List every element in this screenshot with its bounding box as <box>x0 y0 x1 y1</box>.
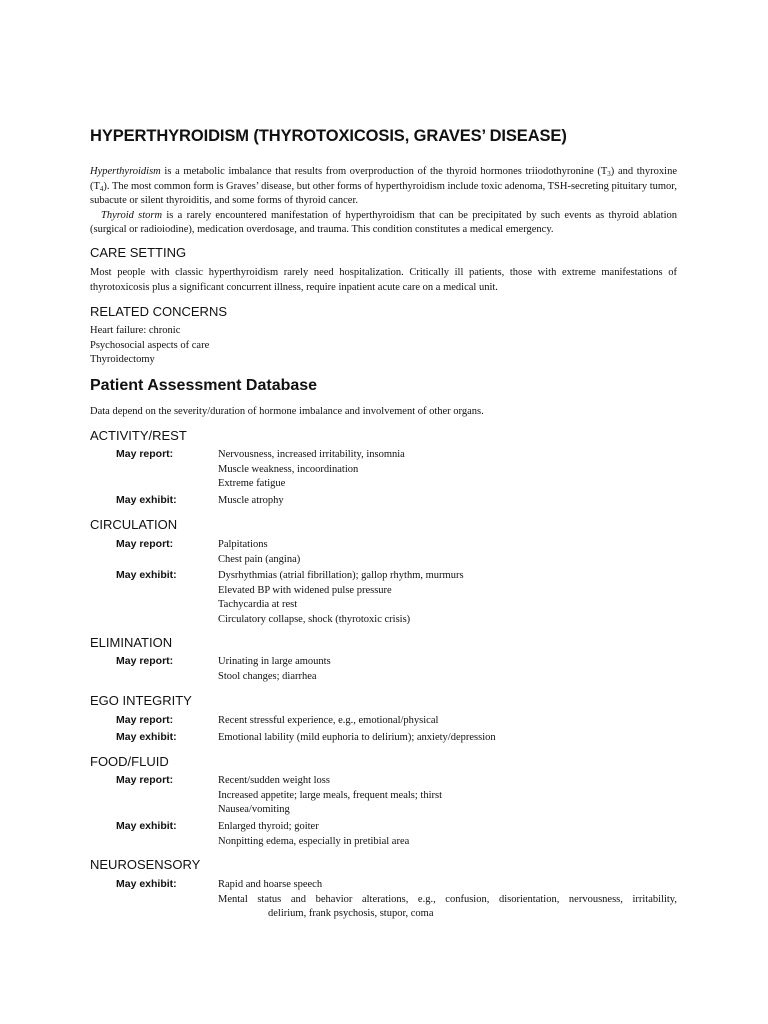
list-item: Nervousness, increased irritability, insomnia <box>218 449 405 460</box>
circulation-report-list <box>218 538 677 567</box>
list-item: Stool changes; diarrhea <box>218 670 317 682</box>
circulation-exhibit-list <box>218 569 677 627</box>
may-exhibit-label: May exhibit: <box>116 731 177 743</box>
may-exhibit-label: May exhibit: <box>116 494 177 506</box>
list-item: Mental status and behavior alterations, e.g., confusion, disorientation, nervousness, irritability, <box>218 893 677 905</box>
intro-paragraph-1: Hyperthyroidism is a metabolic imbalance that results from overproduction of the thyroid hormones triiodothyronine $(T_3)$ and thyroxine $(T_4)$. The most common form is Graves’ disease, but other forms of hyperthyroidism include toxic adenoma, TSH-secreting pituitary tumor, subacute or silent thyroiditis, and some forms of thyroid cancer. <box>90 166 677 207</box>
list-item: Muscle atrophy <box>218 495 284 506</box>
food-report-list <box>218 774 677 818</box>
may-exhibit-label: May exhibit: <box>116 569 177 581</box>
list-item: Urinating in large amounts <box>218 656 331 667</box>
care-setting-text: Most people with classic hyperthyroidism rarely need hospitalization. Critically ill patients, those with extreme manifestations of thyrotoxicosis plus a significant concurrent illness, require inpatient acute care on a medical unit. <box>90 267 677 293</box>
may-report-label: May report: <box>116 448 174 460</box>
care-setting-heading: CARE SETTING <box>90 245 187 260</box>
may-exhibit-label: May exhibit: <box>116 820 177 832</box>
list-item: Psychosocial aspects of care <box>90 339 210 351</box>
activity-exhibit-list <box>218 494 677 509</box>
list-item: Muscle weakness, incoordination <box>218 463 359 475</box>
neuro-exhibit-list <box>218 878 677 922</box>
food-exhibit-list <box>218 820 677 849</box>
circulation-heading: CIRCULATION <box>90 517 178 532</box>
list-item: Chest pain (angina) <box>218 553 301 565</box>
related-concerns-list <box>90 324 677 368</box>
list-item: Nausea/vomiting <box>218 804 290 816</box>
neurosensory-heading: NEUROSENSORY <box>90 857 201 872</box>
page-title: HYPERTHYROIDISM (THYROTOXICOSIS, GRAVES’ DISEASE) <box>90 127 567 145</box>
may-report-label: May report: <box>116 655 174 667</box>
may-report-label: May report: <box>116 714 174 726</box>
elimination-report-list <box>218 655 677 684</box>
may-report-label: May report: <box>116 538 174 550</box>
list-item: Heart failure: chronic <box>90 325 181 336</box>
list-item: Enlarged thyroid; goiter <box>218 821 319 832</box>
list-item: Tachycardia at rest <box>218 599 298 611</box>
term-hyperthyroidism: Hyperthyroidism <box>90 166 161 177</box>
database-heading: Patient Assessment Database <box>90 377 318 394</box>
list-item: Elevated BP with widened pulse pressure <box>218 584 392 596</box>
ego-exhibit-list <box>218 731 677 746</box>
database-intro: Data depend on the severity/duration of hormone imbalance and involvement of other organs. <box>90 406 484 417</box>
ego-integrity-heading: EGO INTEGRITY <box>90 693 192 708</box>
list-item: Rapid and hoarse speech <box>218 879 323 890</box>
list-item: Increased appetite; large meals, frequent meals; thirst <box>218 789 443 801</box>
list-item: delirium, frank psychosis, stupor, coma <box>268 908 434 920</box>
list-item: Dysrhythmias (atrial fibrillation); gallop rhythm, murmurs <box>218 570 464 581</box>
list-item: Recent stressful experience, e.g., emotional/physical <box>218 715 439 726</box>
activity-report-list <box>218 448 677 492</box>
may-exhibit-label: May exhibit: <box>116 878 177 890</box>
list-item: Recent/sudden weight loss <box>218 775 330 786</box>
activity-rest-heading: ACTIVITY/REST <box>90 428 187 443</box>
related-concerns-heading: RELATED CONCERNS <box>90 304 228 319</box>
list-item: Extreme fatigue <box>218 478 286 490</box>
list-item: Circulatory collapse, shock (thyrotoxic crisis) <box>218 613 411 625</box>
elimination-heading: ELIMINATION <box>90 635 173 650</box>
intro-section <box>90 165 677 238</box>
food-fluid-heading: FOOD/FLUID <box>90 754 169 769</box>
ego-report-list <box>218 714 677 729</box>
list-item: Thyroidectomy <box>90 354 155 366</box>
term-thyroid-storm: Thyroid storm <box>101 209 163 221</box>
list-item: Nonpitting edema, especially in pretibial area <box>218 835 410 847</box>
intro-paragraph-2: Thyroid storm is a rarely encountered manifestation of hyperthyroidism that can be precipitated by such events as thyroid ablation (surgical or radioiodine), medication overdosage, and trauma. This condition constitutes a medical emergency. <box>90 209 677 236</box>
list-item: Emotional lability (mild euphoria to delirium); anxiety/depression <box>218 732 496 743</box>
list-item: Palpitations <box>218 539 268 550</box>
may-report-label: May report: <box>116 774 174 786</box>
